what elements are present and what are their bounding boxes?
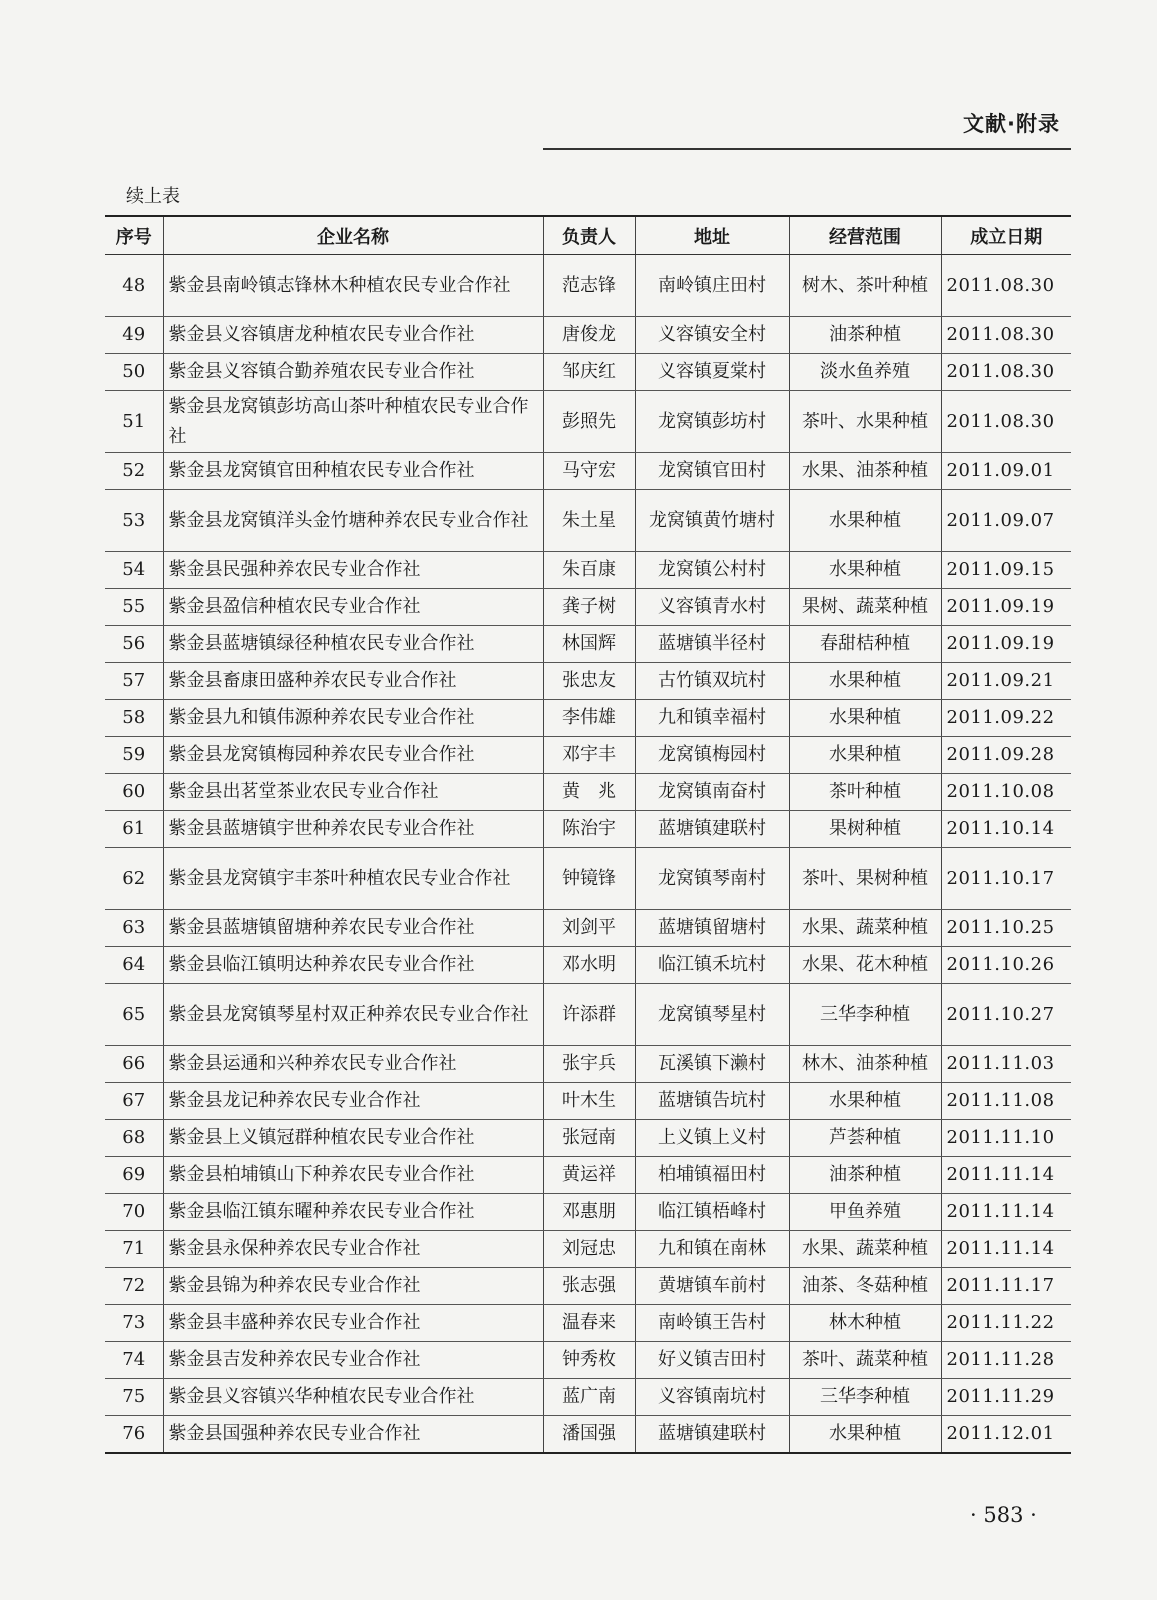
cell-person: 邓水明: [543, 947, 635, 984]
table-row: [105, 1194, 1071, 1231]
cell-date: 2011.12.01: [941, 1416, 1071, 1454]
cell-date: 2011.11.22: [941, 1305, 1071, 1342]
cell-no: 61: [105, 811, 163, 848]
table-row: [105, 626, 1071, 663]
cell-scope: 油茶、冬菇种植: [789, 1268, 941, 1305]
cell-name: 紫金县九和镇伟源种养农民专业合作社: [163, 700, 543, 737]
cell-date: 2011.09.07: [941, 490, 1071, 552]
cell-no: 66: [105, 1046, 163, 1083]
cell-name: 紫金县出茗堂茶业农民专业合作社: [163, 774, 543, 811]
cell-name: 紫金县义容镇唐龙种植农民专业合作社: [163, 317, 543, 354]
table-row: [105, 453, 1071, 490]
cell-no: 56: [105, 626, 163, 663]
cell-person: 马守宏: [543, 453, 635, 490]
table-row: [105, 1157, 1071, 1194]
cell-person: 张忠友: [543, 663, 635, 700]
table-row: [105, 490, 1071, 552]
table-header-row: [105, 216, 1071, 255]
cell-address: 龙窝镇官田村: [635, 453, 789, 490]
column-header-name: 企业名称: [163, 216, 543, 255]
table-row: [105, 848, 1071, 910]
cell-no: 62: [105, 848, 163, 910]
cell-name: 紫金县南岭镇志锋林木种植农民专业合作社: [163, 255, 543, 317]
column-header-scope: 经营范围: [789, 216, 941, 255]
table-row: [105, 589, 1071, 626]
cell-date: 2011.11.17: [941, 1268, 1071, 1305]
cell-scope: 果树、蔬菜种植: [789, 589, 941, 626]
table-row: [105, 354, 1071, 391]
cell-address: 南岭镇王告村: [635, 1305, 789, 1342]
cell-date: 2011.08.30: [941, 391, 1071, 453]
cell-no: 64: [105, 947, 163, 984]
cell-address: 瓦溪镇下濑村: [635, 1046, 789, 1083]
cell-date: 2011.11.08: [941, 1083, 1071, 1120]
cell-date: 2011.11.14: [941, 1194, 1071, 1231]
cell-no: 67: [105, 1083, 163, 1120]
cell-scope: 水果、花木种植: [789, 947, 941, 984]
column-header-person: 负责人: [543, 216, 635, 255]
cell-scope: 水果、蔬菜种植: [789, 1231, 941, 1268]
cell-address: 义容镇南坑村: [635, 1379, 789, 1416]
cell-person: 邓惠朋: [543, 1194, 635, 1231]
cell-person: 刘剑平: [543, 910, 635, 947]
cell-scope: 茶叶、果树种植: [789, 848, 941, 910]
cell-no: 54: [105, 552, 163, 589]
cell-person: 唐俊龙: [543, 317, 635, 354]
cell-scope: 茶叶、水果种植: [789, 391, 941, 453]
table-row: [105, 1342, 1071, 1379]
table-row: [105, 317, 1071, 354]
cell-scope: 水果种植: [789, 700, 941, 737]
table-row: [105, 1268, 1071, 1305]
cell-address: 龙窝镇公村村: [635, 552, 789, 589]
cell-scope: 水果种植: [789, 663, 941, 700]
cell-date: 2011.11.03: [941, 1046, 1071, 1083]
cell-name: 紫金县锦为种养农民专业合作社: [163, 1268, 543, 1305]
table-row: [105, 1305, 1071, 1342]
cell-address: 义容镇夏棠村: [635, 354, 789, 391]
cooperatives-table: [105, 215, 1071, 1454]
cell-scope: 茶叶种植: [789, 774, 941, 811]
cell-no: 60: [105, 774, 163, 811]
cell-scope: 水果种植: [789, 737, 941, 774]
cell-date: 2011.09.28: [941, 737, 1071, 774]
cell-name: 紫金县龙窝镇梅园种养农民专业合作社: [163, 737, 543, 774]
cell-scope: 油茶种植: [789, 1157, 941, 1194]
table-row: [105, 1416, 1071, 1454]
cell-no: 65: [105, 984, 163, 1046]
cell-address: 蓝塘镇建联村: [635, 1416, 789, 1454]
cell-date: 2011.11.14: [941, 1231, 1071, 1268]
cell-scope: 茶叶、蔬菜种植: [789, 1342, 941, 1379]
cell-person: 温春来: [543, 1305, 635, 1342]
table-caption: 续上表: [126, 186, 180, 207]
cell-no: 59: [105, 737, 163, 774]
cell-name: 紫金县龙窝镇彭坊高山茶叶种植农民专业合作社: [163, 391, 543, 453]
cell-scope: 三华李种植: [789, 1379, 941, 1416]
cell-scope: 甲鱼养殖: [789, 1194, 941, 1231]
cell-person: 刘冠忠: [543, 1231, 635, 1268]
cell-name: 紫金县龙窝镇宇丰茶叶种植农民专业合作社: [163, 848, 543, 910]
cell-person: 张志强: [543, 1268, 635, 1305]
cell-scope: 水果种植: [789, 490, 941, 552]
table-body: [105, 255, 1071, 1454]
cell-name: 紫金县运通和兴种养农民专业合作社: [163, 1046, 543, 1083]
cell-address: 龙窝镇琴南村: [635, 848, 789, 910]
cell-person: 张宇兵: [543, 1046, 635, 1083]
cell-name: 紫金县龙记种养农民专业合作社: [163, 1083, 543, 1120]
cell-address: 九和镇幸福村: [635, 700, 789, 737]
cell-name: 紫金县吉发种养农民专业合作社: [163, 1342, 543, 1379]
cell-person: 黄运祥: [543, 1157, 635, 1194]
table-row: [105, 774, 1071, 811]
cell-person: 陈治宇: [543, 811, 635, 848]
table-row: [105, 1120, 1071, 1157]
cell-date: 2011.10.25: [941, 910, 1071, 947]
cell-no: 48: [105, 255, 163, 317]
cell-date: 2011.08.30: [941, 255, 1071, 317]
cell-address: 临江镇禾坑村: [635, 947, 789, 984]
section-title: 文献·附录: [963, 112, 1060, 136]
cell-date: 2011.08.30: [941, 354, 1071, 391]
cell-address: 古竹镇双坑村: [635, 663, 789, 700]
cell-scope: 油茶种植: [789, 317, 941, 354]
cell-name: 紫金县临江镇明达种养农民专业合作社: [163, 947, 543, 984]
cell-no: 70: [105, 1194, 163, 1231]
table-row: [105, 663, 1071, 700]
table-row: [105, 255, 1071, 317]
cell-person: 钟秀枚: [543, 1342, 635, 1379]
cell-name: 紫金县丰盛种养农民专业合作社: [163, 1305, 543, 1342]
cell-date: 2011.10.08: [941, 774, 1071, 811]
cell-person: 蓝广南: [543, 1379, 635, 1416]
cell-scope: 春甜桔种植: [789, 626, 941, 663]
cell-address: 龙窝镇彭坊村: [635, 391, 789, 453]
cell-person: 范志锋: [543, 255, 635, 317]
cell-scope: 三华李种植: [789, 984, 941, 1046]
cell-person: 朱百康: [543, 552, 635, 589]
cell-name: 紫金县畜康田盛种养农民专业合作社: [163, 663, 543, 700]
cell-name: 紫金县龙窝镇官田种植农民专业合作社: [163, 453, 543, 490]
cell-address: 蓝塘镇告坑村: [635, 1083, 789, 1120]
cell-date: 2011.09.15: [941, 552, 1071, 589]
cell-name: 紫金县蓝塘镇宇世种养农民专业合作社: [163, 811, 543, 848]
cell-name: 紫金县盈信种植农民专业合作社: [163, 589, 543, 626]
cell-no: 76: [105, 1416, 163, 1454]
table-row: [105, 700, 1071, 737]
table-row: [105, 1046, 1071, 1083]
cell-scope: 林木种植: [789, 1305, 941, 1342]
table-row: [105, 947, 1071, 984]
cell-date: 2011.11.29: [941, 1379, 1071, 1416]
cell-scope: 芦荟种植: [789, 1120, 941, 1157]
page-number: · 583 ·: [970, 1503, 1037, 1527]
cell-no: 68: [105, 1120, 163, 1157]
cell-address: 临江镇梧峰村: [635, 1194, 789, 1231]
cell-no: 49: [105, 317, 163, 354]
cell-no: 57: [105, 663, 163, 700]
cell-date: 2011.10.17: [941, 848, 1071, 910]
column-header-address: 地址: [635, 216, 789, 255]
cell-date: 2011.08.30: [941, 317, 1071, 354]
cell-name: 紫金县义容镇合勤养殖农民专业合作社: [163, 354, 543, 391]
cell-address: 九和镇在南林: [635, 1231, 789, 1268]
cell-date: 2011.10.26: [941, 947, 1071, 984]
cell-address: 蓝塘镇建联村: [635, 811, 789, 848]
cell-address: 柏埔镇福田村: [635, 1157, 789, 1194]
table-row: [105, 391, 1071, 453]
cell-scope: 淡水鱼养殖: [789, 354, 941, 391]
table-row: [105, 910, 1071, 947]
cell-no: 72: [105, 1268, 163, 1305]
cell-name: 紫金县柏埔镇山下种养农民专业合作社: [163, 1157, 543, 1194]
cell-date: 2011.10.14: [941, 811, 1071, 848]
cell-scope: 水果种植: [789, 552, 941, 589]
cell-address: 龙窝镇梅园村: [635, 737, 789, 774]
cell-name: 紫金县国强种养农民专业合作社: [163, 1416, 543, 1454]
table-row: [105, 984, 1071, 1046]
cell-person: 彭照先: [543, 391, 635, 453]
cell-person: 邓宇丰: [543, 737, 635, 774]
cell-address: 黄塘镇车前村: [635, 1268, 789, 1305]
cell-address: 好义镇吉田村: [635, 1342, 789, 1379]
cell-name: 紫金县上义镇冠群种植农民专业合作社: [163, 1120, 543, 1157]
cell-person: 邹庆红: [543, 354, 635, 391]
cell-address: 上义镇上义村: [635, 1120, 789, 1157]
cell-person: 潘国强: [543, 1416, 635, 1454]
cell-person: 黄 兆: [543, 774, 635, 811]
cell-no: 69: [105, 1157, 163, 1194]
cell-no: 63: [105, 910, 163, 947]
cell-name: 紫金县蓝塘镇绿径种植农民专业合作社: [163, 626, 543, 663]
column-header-date: 成立日期: [941, 216, 1071, 255]
cell-scope: 水果、蔬菜种植: [789, 910, 941, 947]
cell-person: 李伟雄: [543, 700, 635, 737]
cell-person: 钟镜锋: [543, 848, 635, 910]
cell-name: 紫金县龙窝镇琴星村双正种养农民专业合作社: [163, 984, 543, 1046]
cell-address: 蓝塘镇留塘村: [635, 910, 789, 947]
cell-no: 50: [105, 354, 163, 391]
cell-name: 紫金县永保种养农民专业合作社: [163, 1231, 543, 1268]
cell-date: 2011.09.19: [941, 626, 1071, 663]
cell-scope: 果树种植: [789, 811, 941, 848]
cell-scope: 林木、油茶种植: [789, 1046, 941, 1083]
cell-name: 紫金县民强种养农民专业合作社: [163, 552, 543, 589]
cell-no: 53: [105, 490, 163, 552]
cell-address: 蓝塘镇半径村: [635, 626, 789, 663]
cell-name: 紫金县蓝塘镇留塘种养农民专业合作社: [163, 910, 543, 947]
cell-date: 2011.09.19: [941, 589, 1071, 626]
cell-no: 51: [105, 391, 163, 453]
table-row: [105, 811, 1071, 848]
cell-scope: 水果、油茶种植: [789, 453, 941, 490]
cell-person: 许添群: [543, 984, 635, 1046]
cell-person: 林国辉: [543, 626, 635, 663]
cell-name: 紫金县义容镇兴华种植农民专业合作社: [163, 1379, 543, 1416]
cell-date: 2011.09.21: [941, 663, 1071, 700]
cell-address: 南岭镇庄田村: [635, 255, 789, 317]
cell-person: 张冠南: [543, 1120, 635, 1157]
cell-name: 紫金县龙窝镇洋头金竹塘种养农民专业合作社: [163, 490, 543, 552]
cell-no: 71: [105, 1231, 163, 1268]
cell-no: 52: [105, 453, 163, 490]
cell-date: 2011.10.27: [941, 984, 1071, 1046]
cell-person: 龚子树: [543, 589, 635, 626]
column-header-no: 序号: [105, 216, 163, 255]
cell-address: 龙窝镇琴星村: [635, 984, 789, 1046]
cell-address: 义容镇安全村: [635, 317, 789, 354]
cell-scope: 树木、茶叶种植: [789, 255, 941, 317]
cell-no: 58: [105, 700, 163, 737]
cell-name: 紫金县临江镇东曜种养农民专业合作社: [163, 1194, 543, 1231]
cell-date: 2011.11.14: [941, 1157, 1071, 1194]
table-row: [105, 737, 1071, 774]
cell-person: 朱土星: [543, 490, 635, 552]
cell-date: 2011.09.22: [941, 700, 1071, 737]
table-row: [105, 1083, 1071, 1120]
cell-no: 55: [105, 589, 163, 626]
cell-no: 75: [105, 1379, 163, 1416]
cell-no: 73: [105, 1305, 163, 1342]
table-row: [105, 552, 1071, 589]
cell-address: 义容镇青水村: [635, 589, 789, 626]
cell-date: 2011.11.10: [941, 1120, 1071, 1157]
header-rule: [543, 148, 1071, 150]
cell-date: 2011.11.28: [941, 1342, 1071, 1379]
cell-date: 2011.09.01: [941, 453, 1071, 490]
cell-address: 龙窝镇黄竹塘村: [635, 490, 789, 552]
cell-scope: 水果种植: [789, 1083, 941, 1120]
table-row: [105, 1379, 1071, 1416]
table-row: [105, 1231, 1071, 1268]
cell-scope: 水果种植: [789, 1416, 941, 1454]
cell-address: 龙窝镇南奋村: [635, 774, 789, 811]
cell-no: 74: [105, 1342, 163, 1379]
cell-person: 叶木生: [543, 1083, 635, 1120]
